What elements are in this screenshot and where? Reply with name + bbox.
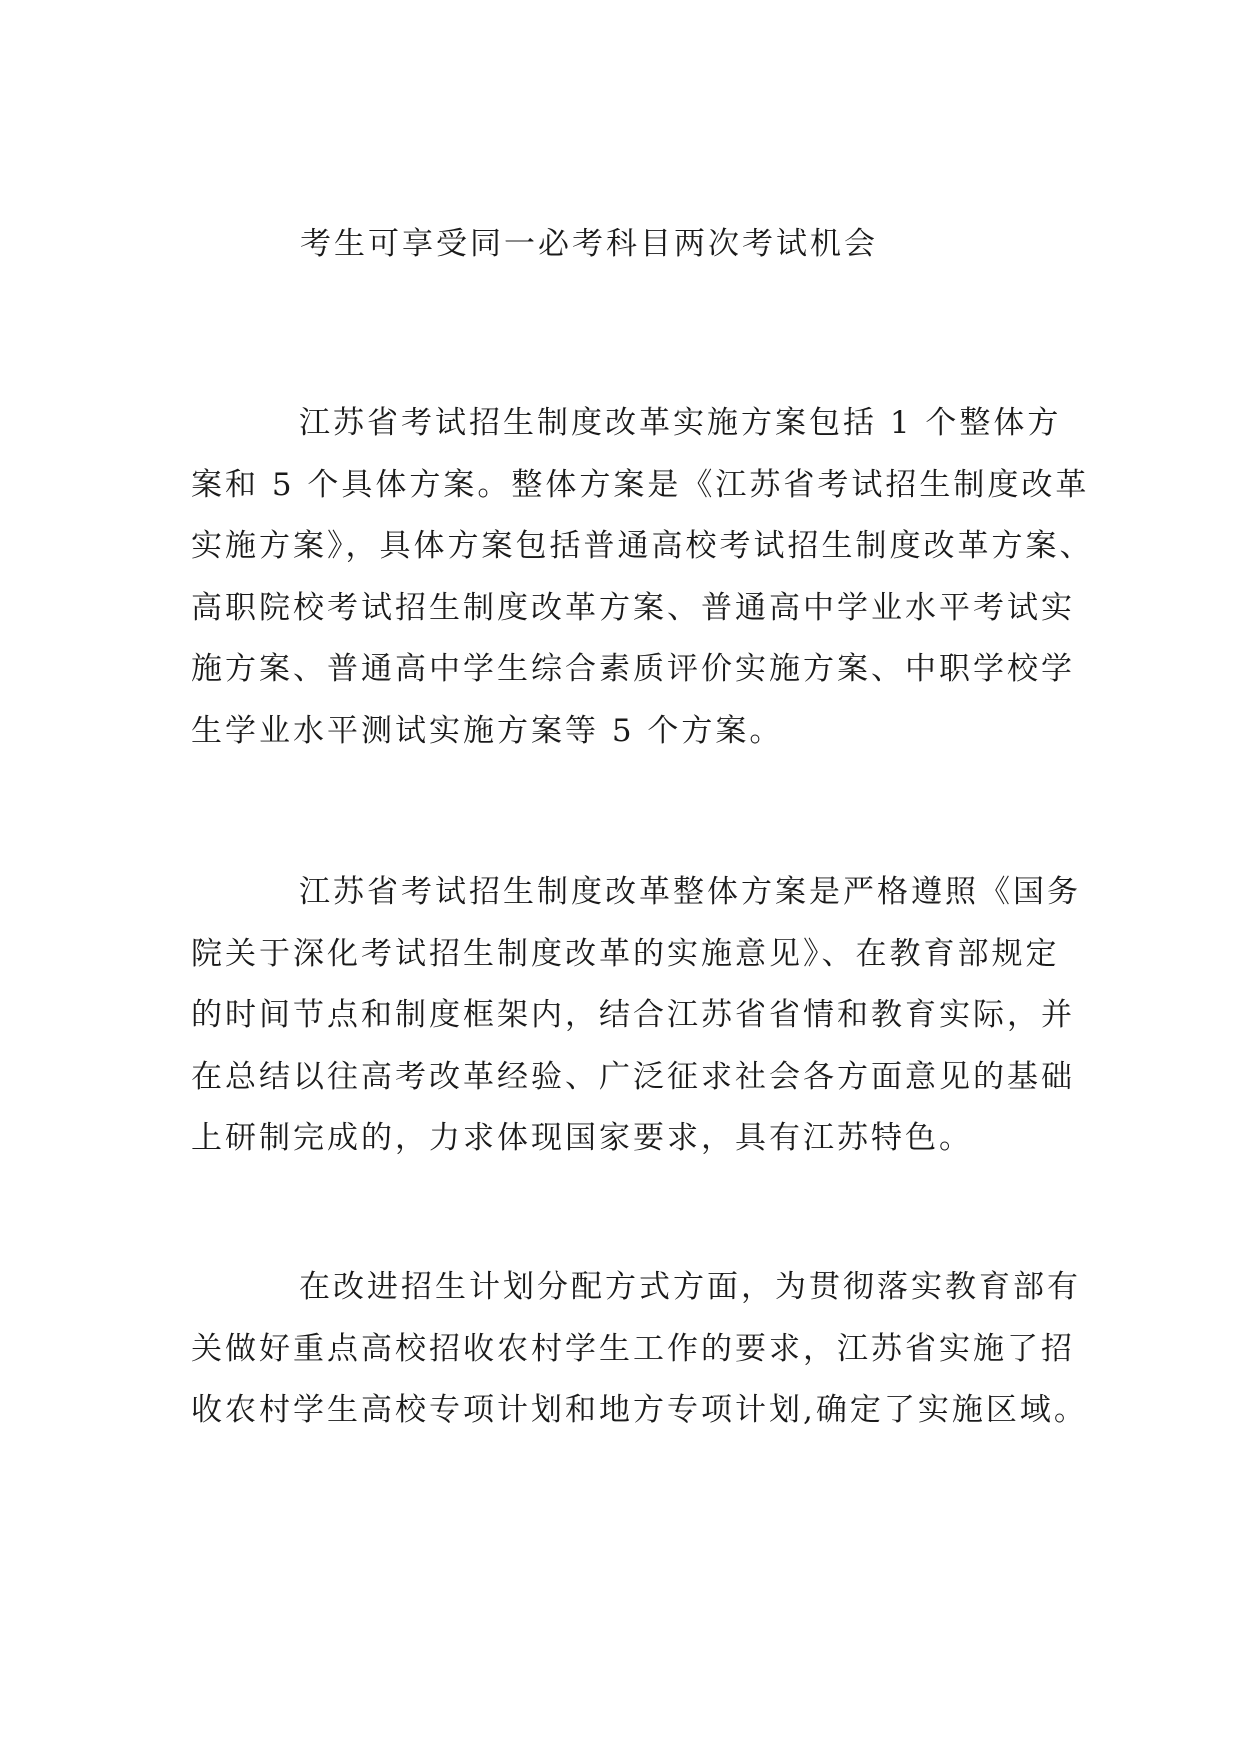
- paragraph-line: 院关于深化考试招生制度改革的实施意见》、在教育部规定: [191, 935, 1060, 972]
- paragraph-line: 实施方案》，具体方案包括普通高校考试招生制度改革方案、: [191, 528, 1094, 564]
- paragraph-line: 生学业水平测试实施方案等 5 个方案。: [191, 712, 784, 749]
- paragraph-line: 在总结以往高考改革经验、广泛征求社会各方面意见的基础: [191, 1058, 1075, 1095]
- paragraph-line: 的时间节点和制度框架内，结合江苏省省情和教育实际，并: [191, 997, 1075, 1033]
- paragraph-line: 收农村学生高校专项计划和地方专项计划,确定了实施区域。: [191, 1392, 1088, 1428]
- paragraph-line: 上研制完成的，力求体现国家要求，具有江苏特色。: [191, 1120, 973, 1156]
- paragraph-line: 在改进招生计划分配方式方面，为贯彻落实教育部有: [299, 1269, 1081, 1305]
- document-heading: 考生可享受同一必考科目两次考试机会: [300, 226, 878, 262]
- paragraph-3: [191, 1257, 1088, 1442]
- paragraph-2: [191, 862, 1081, 1170]
- paragraph-line: 江苏省考试招生制度改革整体方案是严格遵照《国务: [299, 874, 1081, 910]
- paragraph-line: 江苏省考试招生制度改革实施方案包括 1 个整体方: [299, 405, 1062, 441]
- paragraph-1: [191, 393, 1094, 762]
- paragraph-line: 施方案、普通高中学生综合素质评价实施方案、中职学校学: [191, 651, 1075, 687]
- paragraph-line: 关做好重点高校招收农村学生工作的要求，江苏省实施了招: [191, 1330, 1075, 1367]
- paragraph-line: 高职院校考试招生制度改革方案、普通高中学业水平考试实: [191, 589, 1075, 626]
- paragraph-line: 案和 5 个具体方案。整体方案是《江苏省考试招生制度改革: [191, 466, 1090, 503]
